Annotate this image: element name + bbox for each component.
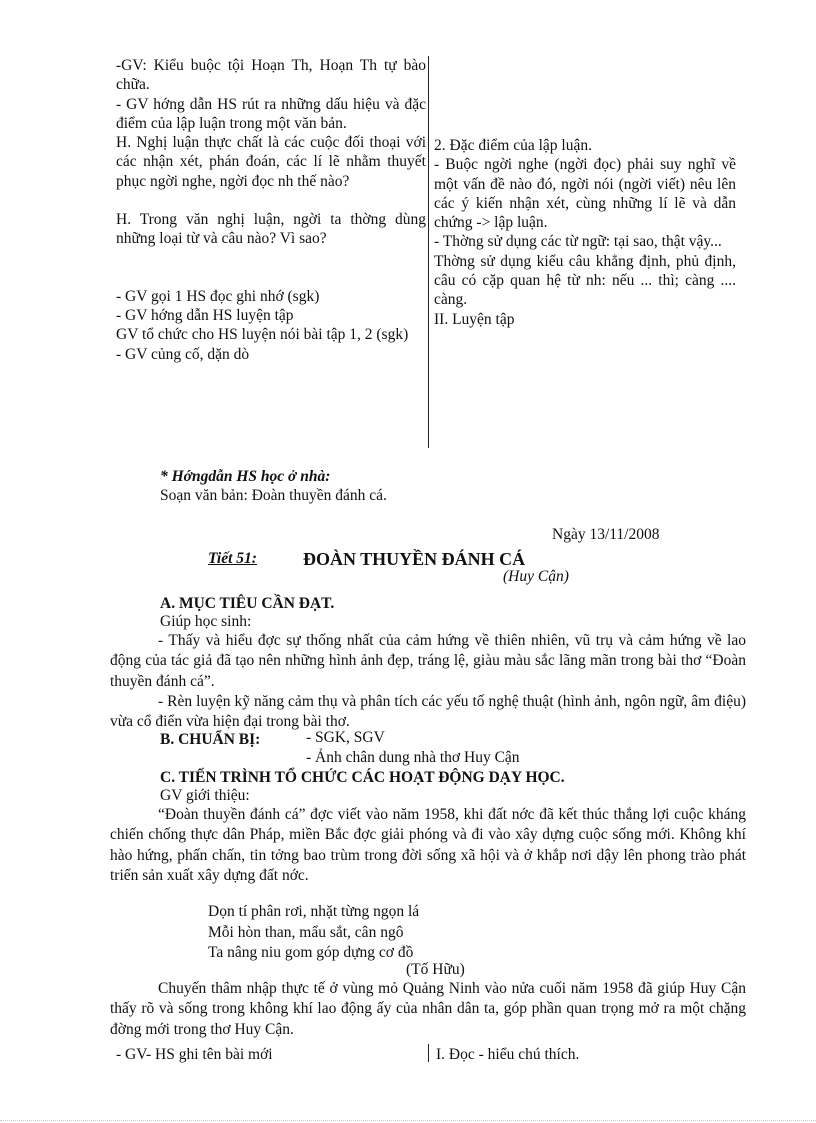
section-a-intro: Giúp học sinh: xyxy=(160,613,252,630)
teacher-step: - GV củng cố, dặn dò xyxy=(116,345,250,363)
poem-line: Ta nâng niu gom góp dựng cơ đồ xyxy=(208,944,414,961)
lesson-date: Ngày 13/11/2008 xyxy=(552,526,660,543)
prep-item: - Ảnh chân dung nhà thơ Huy Cận xyxy=(306,749,520,766)
teacher-step: -GV: Kiểu buộc tội Hoạn Th, Hoạn Th tự bào chữa. xyxy=(116,57,426,94)
poem-quote xyxy=(208,902,419,964)
prep-item: - SGK, SGV xyxy=(306,729,385,746)
homework-title: * Hớngdẫn HS học ở nhà: xyxy=(160,468,331,485)
objective-item: - Rèn luyện kỹ năng cảm thụ và phân tích các yếu tố nghệ thuật (hình ảnh, ngôn ngữ, âm điệu) vừa cổ điển vừa hiện đại trong bài thơ. xyxy=(110,692,746,731)
poem-line: Mỗi hòn than, mẩu sắt, cân ngô xyxy=(208,923,404,941)
section-b-heading: B. CHUẨN BỊ: xyxy=(160,731,261,748)
bottom-right-cell: I. Đọc - hiểu chú thích. xyxy=(436,1046,580,1063)
intro-paragraph: “Đoàn thuyền đánh cá” đợc viết vào năm 1958, khi đất nớc đã kết thúc thắng lợi cuộc kháng chiến chống thực dân Pháp, miền Bắc đợc giải phóng và đi vào xây dựng cuộc sống mới. Không khí hào hứng, phấn chấn, tin tởng bao trùm trong đời sống xã hội và ở khắp nơi dậy lên phong trào phát triển sản xuất xây dựng đất nớc. xyxy=(110,806,746,884)
teacher-step: - GV gọi 1 HS đọc ghi nhớ (sgk) xyxy=(116,287,320,305)
homework-text: Soạn văn bản: Đoàn thuyền đánh cá. xyxy=(160,487,387,504)
table-left-column xyxy=(116,56,426,364)
content-item: - Buộc ngời nghe (ngời đọc) phải suy nghĩ về một vấn đề nào đó, ngời nói (ngời viết) nêu lên các ý kiến nhận xét, cùng những lí lẽ và dẫn chứng -> lập luận. xyxy=(434,156,736,232)
teacher-step: GV tổ chức cho HS luyện nói bài tập 1, 2 (sgk) xyxy=(116,326,409,344)
section-c-intro: GV giới thiệu: xyxy=(160,787,250,804)
section-a-body xyxy=(110,631,746,732)
poem-line: Dọn tí phân rơi, nhặt từng ngọn lá xyxy=(208,903,420,920)
page-bottom-border xyxy=(0,1120,816,1121)
context-paragraph: Chuyến thâm nhập thực tế ở vùng mỏ Quảng Ninh vào nửa cuối năm 1958 đã giúp Huy Cận thấy rõ và sống trong không khí lao động ấy của nhân dân ta, góp phần quan trọng mở ra một chặng đờng mới trong thơ Huy Cận. xyxy=(110,980,746,1038)
section-c-paragraph-2 xyxy=(110,979,746,1040)
content-heading: II. Luyện tập xyxy=(434,310,515,328)
question: H. Trong văn nghị luận, ngời ta thờng dùng những loại từ và câu nào? Vì sao? xyxy=(116,211,426,248)
table-right-column xyxy=(434,136,736,329)
lesson-number: Tiết 51: xyxy=(208,550,257,567)
content-item: Thờng sử dụng kiểu câu khẳng định, phủ định, câu có cặp quan hệ từ nh: nếu ... thì; càng .... càng. xyxy=(434,252,736,309)
lesson-title: ĐOÀN THUYỀN ĐÁNH CÁ xyxy=(303,549,526,569)
column-divider xyxy=(428,56,429,448)
bottom-left-cell: - GV- HS ghi tên bài mới xyxy=(116,1046,273,1063)
content-item: - Thờng sử dụng các từ ngữ: tại sao, thật vậy... xyxy=(434,233,722,251)
teacher-step: - GV hớng dẫn HS luyện tập xyxy=(116,306,294,324)
objective-item: - Thấy và hiểu đợc sự thống nhất của cảm hứng về thiên nhiên, vũ trụ và cảm hứng về lao động của tác giả đã tạo nên những hình ảnh đẹp, tráng lệ, giàu màu sắc lãng mãn trong bài thơ “Đoàn thuyền đánh cá”. xyxy=(110,632,746,690)
lesson-author: (Huy Cận) xyxy=(503,568,569,585)
section-c-heading: C. TIẾN TRÌNH TỔ CHỨC CÁC HOẠT ĐỘNG DẠY HỌC. xyxy=(160,769,565,786)
question: H. Nghị luận thực chất là các cuộc đối thoại với các nhận xét, phán đoán, các lí lẽ nhằm thuyết phục ngời nghe, ngời đọc nh thế nào? xyxy=(116,134,426,190)
column-divider xyxy=(428,1044,429,1062)
content-heading: 2. Đặc điểm của lập luận. xyxy=(434,137,592,154)
section-a-heading: A. MỤC TIÊU CẦN ĐẠT. xyxy=(160,595,335,612)
teacher-step: - GV hớng dẫn HS rút ra những dấu hiệu và đặc điểm của lập luận trong một văn bản. xyxy=(116,95,426,132)
section-c-paragraph xyxy=(110,805,746,886)
poem-author: (Tố Hữu) xyxy=(406,961,465,978)
